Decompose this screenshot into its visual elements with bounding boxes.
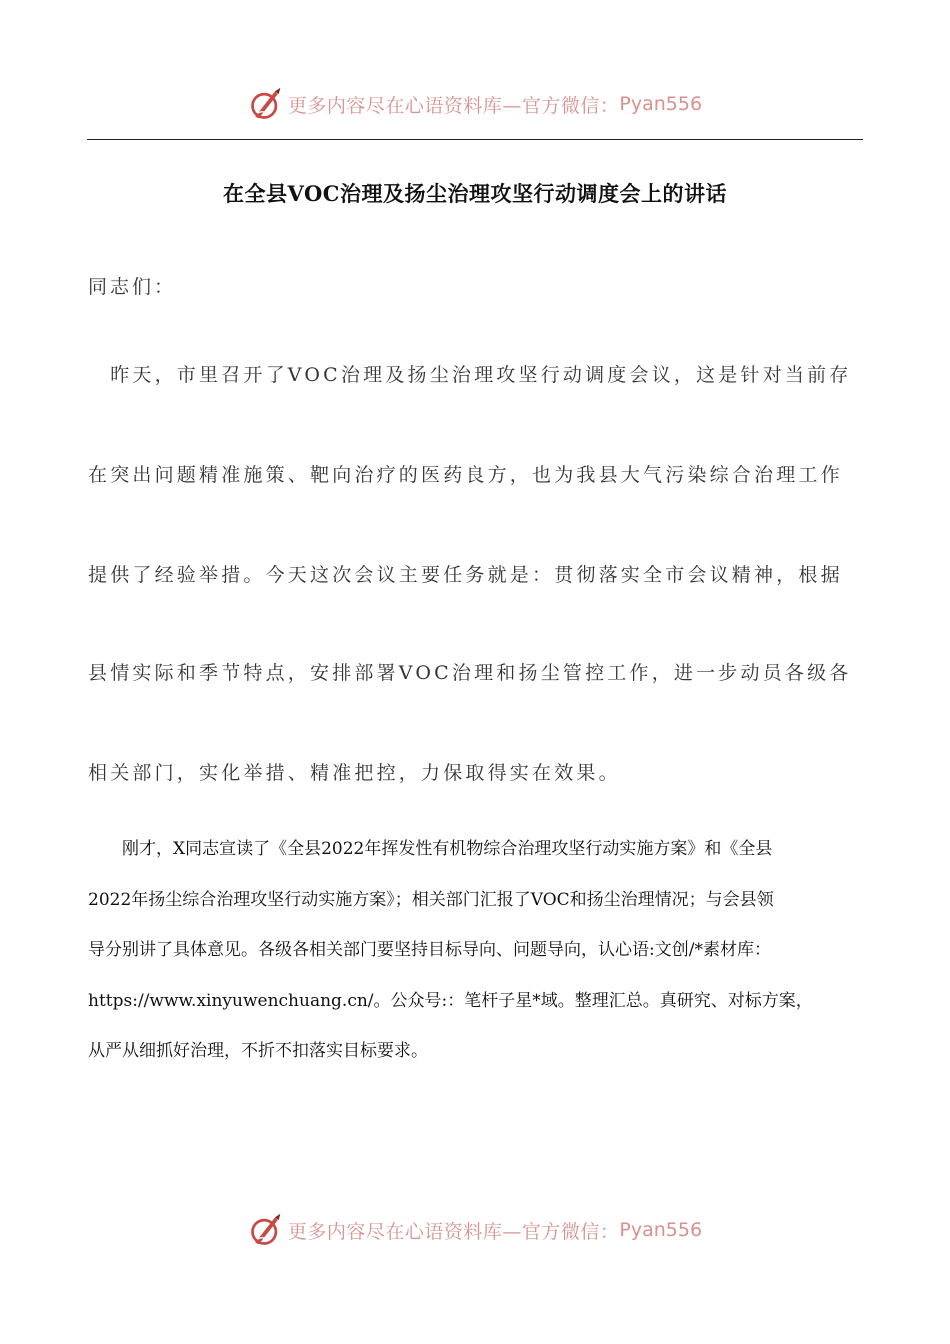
quill-logo-icon bbox=[248, 1212, 284, 1248]
paragraph-1-line: 提供了经验举措。今天这次会议主要任务就是：贯彻落实全市会议精神，根据 bbox=[88, 564, 843, 586]
banner-wechat-id: Pyan556 bbox=[619, 1219, 703, 1241]
quill-logo-icon bbox=[248, 86, 284, 122]
paragraph-2-line: 刚才，X同志宣读了《全县2022年挥发性有机物综合治理攻坚行动实施方案》和《全县 bbox=[88, 839, 773, 859]
paragraph-2-line: 从严从细抓好治理，不折不扣落实目标要求。 bbox=[88, 1041, 428, 1061]
paragraph-2-line: 导分别讲了具体意见。各级各相关部门要坚持目标导向、问题导向，认心语:文创/*素材库： bbox=[88, 940, 771, 960]
paragraph-2-line: 2022年扬尘综合治理攻坚行动实施方案》；相关部门汇报了VOC和扬尘治理情况；与会县领 bbox=[88, 890, 774, 910]
paragraph-2-line: https://www.xinyuwenchuang.cn/。公众号:：笔杆子星*域。整理汇总。真研究、对标方案， bbox=[88, 991, 813, 1011]
paragraph-1-line: 昨天，市里召开了VOC治理及扬尘治理攻坚行动调度会议，这是针对当前存 bbox=[88, 364, 852, 386]
banner-text: 更多内容尽在心语资料库—官方微信： bbox=[287, 1220, 620, 1243]
paragraph-1-line: 在突出问题精准施策、靶向治疗的医药良方，也为我县大气污染综合治理工作 bbox=[88, 464, 843, 486]
header-rule bbox=[87, 139, 863, 140]
document-title: 在全县VOC治理及扬尘治理攻坚行动调度会上的讲话 bbox=[223, 181, 727, 206]
paragraph-1-line: 县情实际和季节特点，安排部署VOC治理和扬尘管控工作，进一步动员各级各 bbox=[88, 662, 852, 684]
footer-banner bbox=[0, 1210, 950, 1250]
header-banner bbox=[0, 84, 950, 124]
banner-wechat-id: Pyan556 bbox=[619, 93, 703, 115]
paragraph-1-line: 相关部门，实化举措、精准把控，力保取得实在效果。 bbox=[88, 762, 621, 784]
banner-text: 更多内容尽在心语资料库—官方微信： bbox=[287, 94, 620, 117]
salutation: 同志们： bbox=[88, 276, 177, 298]
